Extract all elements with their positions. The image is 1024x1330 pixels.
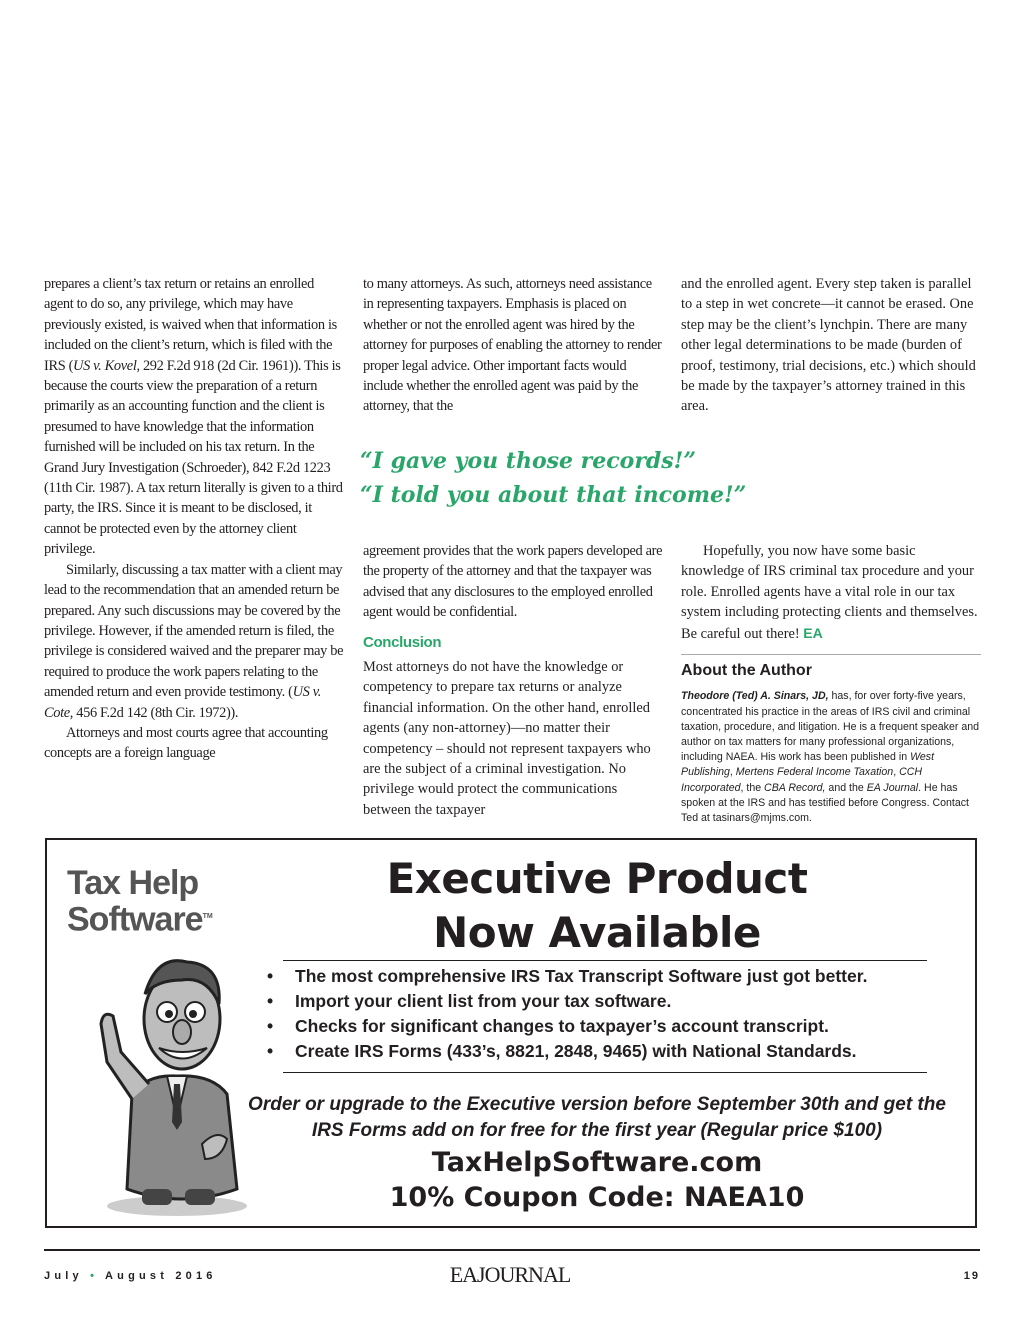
ea-end-mark: EA <box>803 624 823 641</box>
tax-help-software-logo: Tax Help Software™ <box>67 864 213 939</box>
ad-website: TaxHelpSoftware.com <box>431 1147 763 1178</box>
article-column-1 <box>44 274 344 764</box>
ad-feature-item: • Create IRS Forms (433’s, 8821, 2848, 9465) with National Standards. <box>265 1039 945 1064</box>
article-column-2-top <box>363 274 663 417</box>
page-number: 19 <box>963 1270 980 1282</box>
ad-feature-item: • The most comprehensive IRS Tax Transcript Software just got better. <box>265 964 945 989</box>
article-column-3-top <box>681 274 981 417</box>
ad-feature-list <box>265 964 945 1064</box>
col2-paragraph-3: Most attorneys do not have the knowledge or competency to prepare tax returns or analyze financial information. On the other hand, enrolled agents (any non-attorney)—no matter their competency – should not represent taxpayers who are the subject of a criminal investigation. No privilege would protect the communications between the taxpayer <box>363 659 651 818</box>
col1-paragraph-2: Similarly, discussing a tax matter with a client may lead to the recommendation that an amended return be prepared. Any such discussions may be covered by the privilege. However, if the amended return is filed, the privilege is considered waived and the preparer may be required to produce the work papers relating to the amended return and even provide testimony. (US v. Cote, 456 F.2d 142 (8th Cir. 1972)). <box>44 561 344 721</box>
col1-paragraph-1: prepares a client’s tax return or retains an enrolled agent to do so, any privilege, which may have previously existed, is waived when that information is included on the client’s return, which is filed with the IRS (US v. Kovel, 292 F.2d 918 (2d Cir. 1961)). This is because the courts view the preparation of a return primarily as an accounting function and the client is presumed to have knowledge that the information furnished will be included on his tax return. In the Grand Jury Investigation (Schroeder), 842 F.2d 1223 (11th Cir. 1987). A tax return literally is given to a third party, the IRS. Since it is meant to be disclosed, it cannot be protected even by the attorney client privilege. <box>44 276 343 558</box>
ad-feature-item: • Checks for significant changes to taxpayer’s account transcript. <box>265 1014 945 1039</box>
col2-paragraph-2: agreement provides that the work papers developed are the property of the attorney and that the taxpayer was advised that any disclosures to the employed enrolled agent would be confidential. <box>363 543 663 621</box>
ad-offer-text: Order or upgrade to the Executive version before September 30th and get the IRS Forms add on for free for the first year (Regular price $100) <box>248 1094 946 1141</box>
footer-divider <box>44 1249 980 1251</box>
journal-logo: EAJOURNAL <box>449 1262 571 1287</box>
case-citation: US v. Kovel <box>73 357 137 374</box>
col3-paragraph-1: and the enrolled agent. Every step taken is parallel to a step in wet concrete—it cannot be erased. One step may be the client’s lynchpin. There are many other legal determinations to be made (burden of proof, testimony, trial decisions, etc.) which should be made by the taxpayer’s attorney trained in this area. <box>681 276 976 415</box>
ad-feature-item: • Import your client list from your tax software. <box>265 989 945 1014</box>
ad-headline: Executive Product Now Available <box>386 854 808 957</box>
ad-divider-top <box>283 960 927 961</box>
ad-coupon-code: 10% Coupon Code: NAEA10 <box>389 1182 805 1213</box>
author-divider <box>681 654 981 655</box>
pull-quote <box>360 444 980 512</box>
pull-quote-line-2: “I told you about that income!” <box>360 482 747 508</box>
author-bio: Theodore (Ted) A. Sinars, JD, has, for over forty-five years, concentrated his practice in the areas of IRS civil and criminal taxation, procedure, and litigation. He is a frequent speaker and author on tax matters for many professional organizations, including NAEA. His work has been published in West Publishing, Mertens Federal Income Taxation, CCH Incorporated, the CBA Record, and the EA Journal. He has spoken at the IRS and has testified before Congress. Contact Ted at tasinars@mjms.com. <box>681 690 979 825</box>
ad-divider-bottom <box>283 1072 927 1073</box>
footer-issue-date: July • August 2016 <box>44 1270 217 1282</box>
tax-help-software-ad <box>45 838 977 1228</box>
col2-paragraph-1: to many attorneys. As such, attorneys need assistance in representing taxpayers. Emphasis is placed on whether or not the enrolled agent was hired by the attorney for purposes of enabling the attorney to render proper legal advice. Other important facts would include whether the enrolled agent was paid by the attorney, that the <box>363 276 662 415</box>
col3-paragraph-2: Hopefully, you now have some basic knowledge of IRS criminal tax procedure and your role. Enrolled agents have a vital role in our tax system including protecting clients and themselves. Be careful out there! EA <box>681 543 978 642</box>
pull-quote-line-1: “I gave you those records!” <box>360 448 696 474</box>
case-citation: US v. Cote <box>44 684 321 721</box>
col1-paragraph-3: Attorneys and most courts agree that accounting concepts are a foreign language <box>44 724 328 762</box>
author-name: Theodore (Ted) A. Sinars, JD, <box>681 690 829 703</box>
article-column-3-bottom <box>681 541 981 826</box>
author-heading: About the Author <box>681 662 812 680</box>
article-column-2-bottom <box>363 541 663 820</box>
conclusion-heading: Conclusion <box>363 633 442 651</box>
